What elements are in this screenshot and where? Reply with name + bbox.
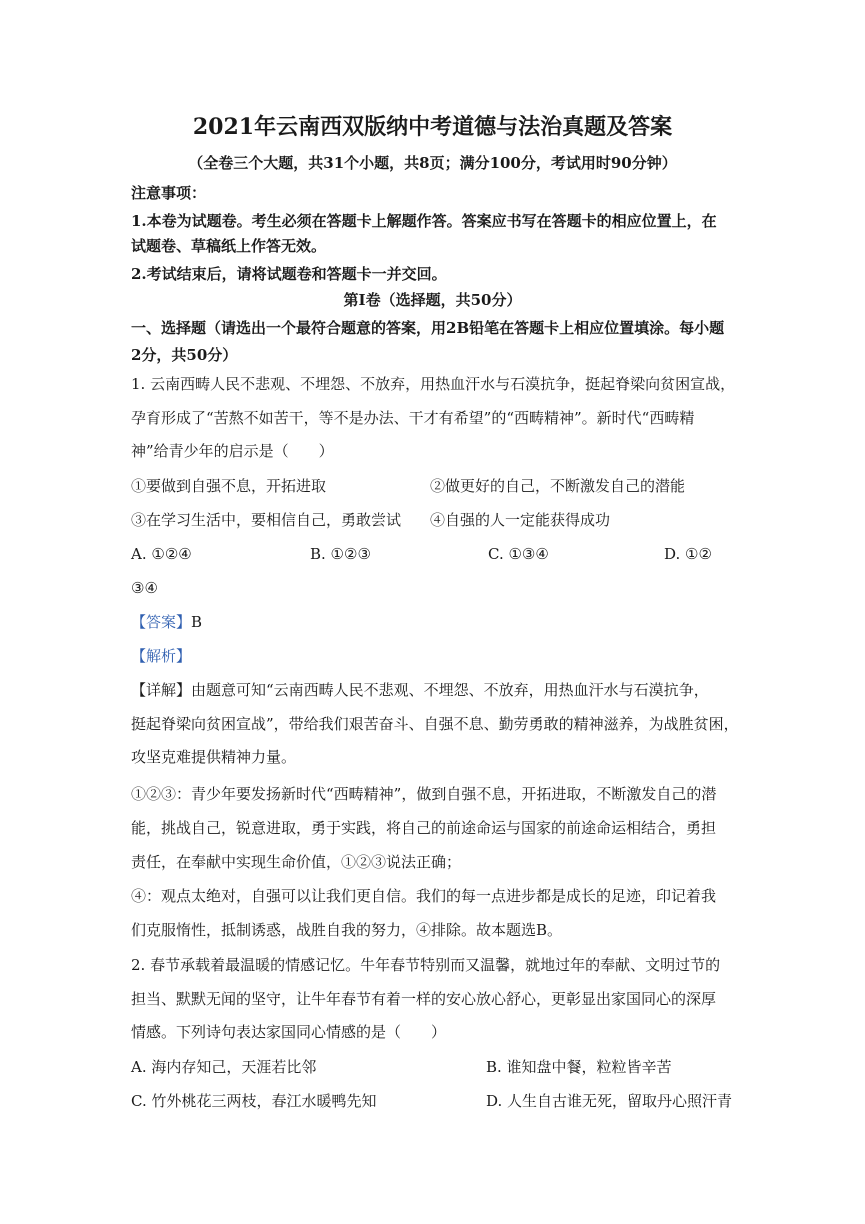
q1-stem-line-2: 孕育形成了“苦熬不如苦干，等不是办法、干才有希望”的“西畴精神”。新时代“西畴精	[131, 409, 695, 427]
q1-detail-line-2: 挺起脊梁向贫困宣战”，带给我们艰苦奋斗、自强不息、勤劳勇敢的精神滋养，为战胜贫困，	[131, 715, 739, 733]
section-1-instructions-line-1: 一、选择题（请选出一个最符合题意的答案，用2B铅笔在答题卡上相应位置填涂。每小题	[131, 319, 725, 337]
q1-answer	[131, 612, 202, 632]
q1-detail-line-1	[131, 680, 709, 700]
q1-option-d: D. ①②	[664, 545, 712, 563]
q1-analysis-label: 【解析】	[131, 647, 192, 665]
q1-statement-4: ④自强的人一定能获得成功	[430, 511, 611, 529]
volume-heading: 第Ⅰ卷（选择题，共50分）	[343, 291, 522, 309]
q1-option-b: B. ①②③	[310, 545, 371, 563]
q2-option-a: A. 海内存知己，天涯若比邻	[131, 1058, 317, 1076]
q2-stem-line-2: 担当、默默无闻的坚守，让牛年春节有着一样的安心放心舒心，更彰显出家国同心的深厚	[131, 990, 717, 1008]
q1-statement-1: ①要做到自强不息，开拓进取	[131, 477, 327, 495]
q1-analysis-p2-line-3: 责任，在奉献中实现生命价值，①②③说法正确；	[131, 853, 462, 871]
answer-value: B	[191, 613, 203, 631]
q1-analysis-p2-line-1: ①②③：青少年要发扬新时代“西畴精神”，做到自强不息，开拓进取，不断激发自己的潜	[131, 785, 717, 803]
notice-heading: 注意事项：	[131, 184, 207, 202]
q2-option-c: C. 竹外桃花三两枝，春江水暖鸭先知	[131, 1092, 377, 1110]
exam-subtitle: （全卷三个大题，共31个小题，共8页；满分100分，考试用时90分钟）	[188, 154, 677, 172]
notice-item-1-line-1: 1.本卷为试题卷。考生必须在答题卡上解题作答。答案应书写在答题卡的相应位置上，在	[131, 212, 717, 230]
detail-text: 由题意可知“云南西畴人民不悲观、不埋怨、不放弃，用热血汗水与石漠抗争，	[191, 681, 709, 699]
q1-detail-line-3: 攻坚克难提供精神力量。	[131, 748, 297, 766]
q1-analysis-p3-line-2: 们克服惰性，抵制诱惑，战胜自我的努力，④排除。故本题选B。	[131, 921, 563, 939]
q2-stem-line-3: 情感。下列诗句表达家国同心情感的是（ ）	[131, 1023, 447, 1041]
q1-statement-2: ②做更好的自己，不断激发自己的潜能	[430, 477, 686, 495]
q2-option-d: D. 人生自古谁无死，留取丹心照汗青	[486, 1092, 733, 1110]
page-title: 2021年云南西双版纳中考道德与法治真题及答案	[192, 114, 673, 140]
notice-item-1-line-2: 试题卷、草稿纸上作答无效。	[131, 237, 327, 255]
q1-option-a: A. ①②④	[131, 545, 192, 563]
q2-option-b: B. 谁知盘中餐，粒粒皆辛苦	[486, 1058, 672, 1076]
q1-analysis-p2-line-2: 能，挑战自己，锐意进取，勇于实践，将自己的前途命运与国家的前途命运相结合，勇担	[131, 819, 717, 837]
q1-option-d-continued: ③④	[131, 579, 158, 597]
q1-stem-line-3: 神”给青少年的启示是（ ）	[131, 442, 334, 460]
notice-item-2: 2.考试结束后，请将试题卷和答题卡一并交回。	[131, 265, 447, 283]
q1-stem-line-1: 1. 云南西畴人民不悲观、不埋怨、不放弃，用热血汗水与石漠抗争，挺起脊梁向贫困宣战，	[131, 375, 736, 393]
q1-statement-3: ③在学习生活中，要相信自己，勇敢尝试	[131, 511, 402, 529]
answer-label: 【答案】	[131, 613, 192, 631]
q1-option-c: C. ①③④	[488, 545, 549, 563]
q1-analysis-p3-line-1: ④：观点太绝对，自强可以让我们更自信。我们的每一点进步都是成长的足迹，印记着我	[131, 887, 717, 905]
section-1-instructions-line-2: 2分，共50分）	[131, 346, 238, 364]
q2-stem-line-1: 2. 春节承载着最温暖的情感记忆。牛年春节特别而又温馨，就地过年的奉献、文明过节的	[131, 956, 721, 974]
detail-label: 【详解】	[131, 681, 192, 699]
